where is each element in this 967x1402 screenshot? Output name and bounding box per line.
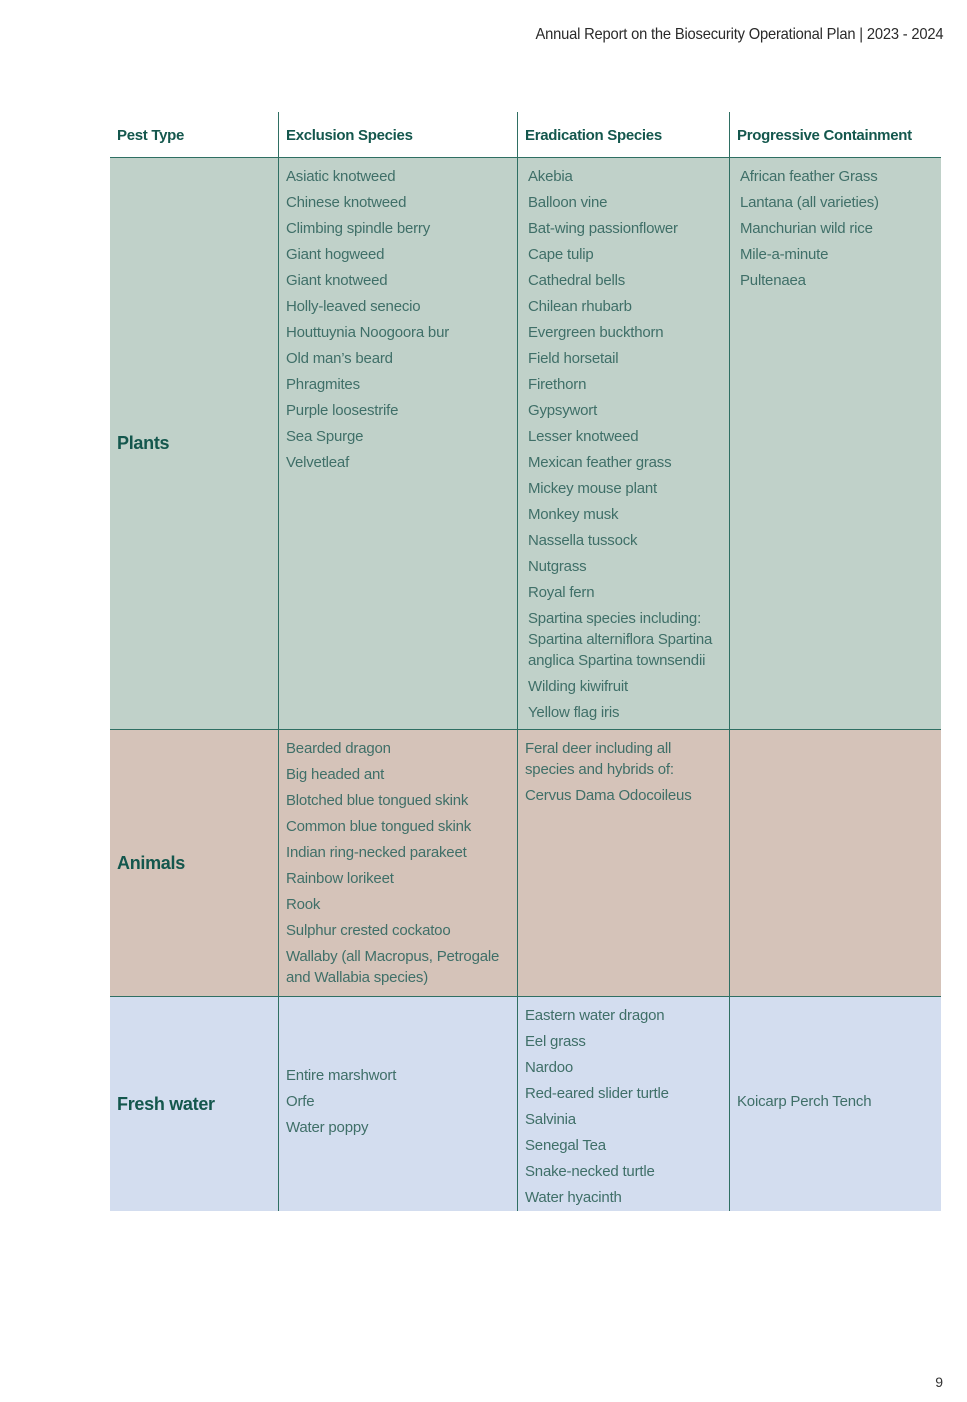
eradication-cell	[517, 730, 729, 996]
species-item: Indian ring-necked parakeet	[286, 844, 467, 861]
species-list	[286, 1065, 511, 1143]
species-item: Field horsetail	[528, 350, 619, 367]
species-list	[525, 738, 723, 806]
header-exclusion-species: Exclusion Species	[278, 112, 517, 157]
exclusion-cell	[278, 158, 517, 729]
species-item: Wilding kiwifruit	[528, 678, 628, 695]
species-item: Mexican feather grass	[528, 454, 672, 471]
species-item: Velvetleaf	[286, 454, 350, 471]
species-item: Rainbow lorikeet	[286, 870, 394, 887]
containment-cell	[729, 158, 941, 729]
species-item: Bat-wing passionflower	[528, 220, 678, 237]
table-row-animals	[110, 730, 941, 997]
species-list	[737, 1091, 935, 1117]
species-item: Water poppy	[286, 1119, 369, 1136]
species-list	[740, 166, 935, 291]
category-label: Fresh water	[117, 1093, 215, 1114]
exclusion-cell	[278, 730, 517, 996]
species-item: African feather Grass	[740, 168, 878, 185]
species-list	[528, 166, 723, 723]
table-row-plants	[110, 158, 941, 730]
species-item: Asiatic knotweed	[286, 168, 396, 185]
species-item: Nutgrass	[528, 558, 587, 575]
species-item: Phragmites	[286, 376, 360, 393]
species-item: Eastern water dragon	[525, 1007, 665, 1024]
category-label: Plants	[117, 433, 170, 453]
pest-species-table	[110, 112, 941, 1211]
species-item: Cathedral bells	[528, 272, 626, 289]
species-item: Evergreen buckthorn	[528, 324, 664, 341]
species-item: Giant hogweed	[286, 246, 385, 263]
species-item: Manchurian wild rice	[740, 220, 873, 237]
table-header-row	[110, 112, 941, 158]
species-item: Mile-a-minute	[740, 246, 829, 263]
species-item: Red-eared slider turtle	[525, 1085, 669, 1102]
species-item: Holly-leaved senecio	[286, 298, 421, 315]
species-item: Orfe	[286, 1093, 315, 1110]
page-number: 9	[935, 1374, 943, 1390]
species-item: Royal fern	[528, 584, 595, 601]
species-item: Firethorn	[528, 376, 587, 393]
species-item: Blotched blue tongued skink	[286, 792, 469, 809]
species-item: Eel grass	[525, 1033, 586, 1050]
species-item: Lantana (all varieties)	[740, 194, 879, 211]
containment-cell	[729, 730, 941, 996]
species-item: Gypsywort	[528, 402, 598, 419]
species-item: Salvinia	[525, 1111, 576, 1128]
species-item: Pultenaea	[740, 272, 806, 289]
exclusion-cell	[278, 997, 517, 1211]
species-item: Mickey mouse plant	[528, 480, 657, 497]
species-item: Common blue tongued skink	[286, 818, 472, 835]
species-item: Feral deer including all species and hybrids of:	[525, 740, 674, 778]
species-item: Senegal Tea	[525, 1137, 606, 1154]
eradication-cell	[517, 997, 729, 1211]
species-item: Sea Spurge	[286, 428, 364, 445]
species-item: Balloon vine	[528, 194, 608, 211]
species-item: Cervus Dama Odocoileus	[525, 787, 692, 804]
species-item: Giant knotweed	[286, 272, 388, 289]
species-item: Chilean rhubarb	[528, 298, 632, 315]
eradication-cell	[517, 158, 729, 729]
species-item: Purple loosestrife	[286, 402, 399, 419]
species-item: Climbing spindle berry	[286, 220, 430, 237]
table-row-fresh-water	[110, 997, 941, 1211]
species-list	[525, 1005, 723, 1208]
species-item: Entire marshwort	[286, 1067, 397, 1084]
species-item: Nardoo	[525, 1059, 573, 1076]
species-item: Monkey musk	[528, 506, 619, 523]
species-item: Rook	[286, 896, 321, 913]
species-item: Snake-necked turtle	[525, 1163, 655, 1180]
category-label: Animals	[117, 852, 185, 873]
report-header: Annual Report on the Biosecurity Operational Plan | 2023 - 2024	[535, 26, 943, 43]
species-list	[286, 738, 511, 988]
species-item: Chinese knotweed	[286, 194, 407, 211]
species-item: Nassella tussock	[528, 532, 638, 549]
species-item: Water hyacinth	[525, 1189, 622, 1206]
species-item: Old man’s beard	[286, 350, 393, 367]
species-item: Bearded dragon	[286, 740, 391, 757]
species-item: Cape tulip	[528, 246, 594, 263]
species-item: Lesser knotweed	[528, 428, 639, 445]
containment-cell	[729, 997, 941, 1211]
header-progressive-containment: Progressive Containment	[729, 112, 941, 157]
species-item: Big headed ant	[286, 766, 385, 783]
species-item: Sulphur crested cockatoo	[286, 922, 451, 939]
header-pest-type: Pest Type	[117, 127, 185, 144]
species-item: Houttuynia Noogoora bur	[286, 324, 450, 341]
species-item: Akebia	[528, 168, 573, 185]
species-list	[286, 166, 511, 473]
species-item: Wallaby (all Macropus, Petrogale and Wallabia species)	[286, 948, 500, 986]
species-item: Spartina species including: Spartina alterniflora Spartina anglica Spartina townsendii	[528, 610, 713, 669]
species-item: Koicarp Perch Tench	[737, 1093, 872, 1110]
header-eradication-species: Eradication Species	[517, 112, 729, 157]
species-item: Yellow flag iris	[528, 704, 620, 721]
